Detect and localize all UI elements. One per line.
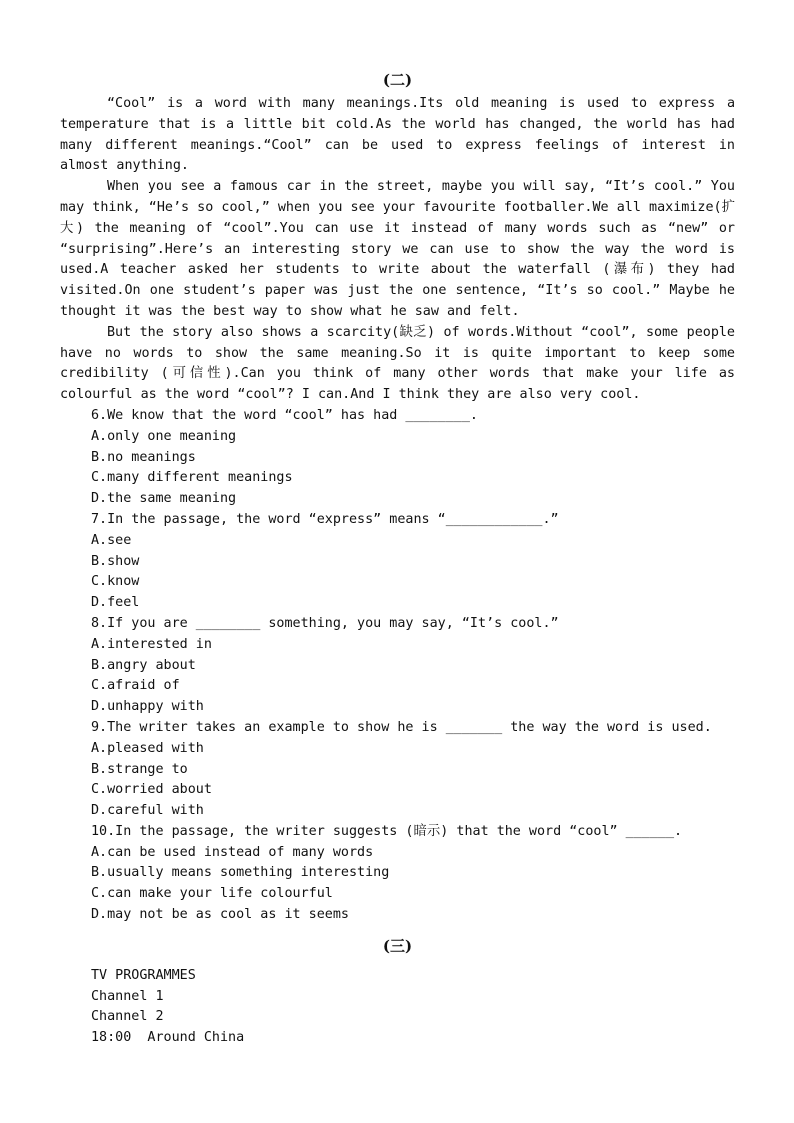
option-d: D.the same meaning bbox=[91, 491, 237, 507]
question-stem: 9.The writer takes an example to show he is _______ the way the word is used. bbox=[91, 719, 712, 735]
option-c: C.can make your life colourful bbox=[91, 886, 333, 902]
option-b: B.show bbox=[91, 553, 140, 569]
passage bbox=[60, 94, 735, 406]
tv-programmes bbox=[60, 966, 735, 1049]
question-stem: 8.If you are ________ something, you may say, “It’s cool.” bbox=[91, 615, 559, 631]
option-a: A.can be used instead of many words bbox=[91, 844, 374, 860]
option-c: C.know bbox=[91, 574, 140, 590]
tv-programme-entry: 18:00 Around China bbox=[91, 1030, 245, 1046]
question-9 bbox=[91, 718, 735, 822]
option-b: B.no meanings bbox=[91, 449, 196, 465]
questions bbox=[60, 406, 735, 926]
tv-heading: TV PROGRAMMES bbox=[91, 967, 196, 983]
tv-channel-1: Channel 1 bbox=[91, 988, 164, 1004]
option-b: B.usually means something interesting bbox=[91, 865, 390, 881]
option-d: D.unhappy with bbox=[91, 699, 204, 715]
option-a: A.pleased with bbox=[91, 740, 204, 756]
tv-channel-2: Channel 2 bbox=[91, 1009, 164, 1025]
option-a: A.see bbox=[91, 532, 132, 548]
passage-paragraph-2: When you see a famous car in the street, maybe you will say, “It’s cool.” You may think, “He’s so cool,” when you see your favourite footballer.We all maximize(扩大) the meaning of “cool”.You can use it instead of many words such as “new” or “surprising”.Here’s an interesting story we can use to show the way the word is used.A teacher asked her students to write about the waterfall (瀑布) they had visited.On one student’s paper was just the one sentence, “It’s so cool.” Maybe he thought it was the best way to show what he saw and felt. bbox=[60, 179, 735, 319]
question-stem: 6.We know that the word “cool” has had ________. bbox=[91, 407, 478, 423]
document-page bbox=[60, 66, 735, 1049]
option-d: D.careful with bbox=[91, 803, 204, 819]
option-c: C.afraid of bbox=[91, 678, 180, 694]
question-stem: 7.In the passage, the word “express” means “____________.” bbox=[91, 511, 559, 527]
question-8 bbox=[91, 614, 735, 718]
option-a: A.interested in bbox=[91, 636, 212, 652]
option-c: C.many different meanings bbox=[91, 470, 293, 486]
option-b: B.strange to bbox=[91, 761, 188, 777]
passage-paragraph-1: “Cool” is a word with many meanings.Its old meaning is used to express a temperature that is a little bit cold.As the world has changed, the world has had many different meanings.“Cool” can be used to express feelings of interest in almost anything. bbox=[60, 96, 735, 174]
option-c: C.worried about bbox=[91, 782, 212, 798]
option-d: D.may not be as cool as it seems bbox=[91, 907, 349, 923]
section-title-3: (三) bbox=[382, 936, 413, 955]
option-d: D.feel bbox=[91, 595, 140, 611]
question-10 bbox=[91, 822, 735, 926]
question-6 bbox=[91, 406, 735, 510]
question-7 bbox=[91, 510, 735, 614]
question-stem: 10.In the passage, the writer suggests (暗示) that the word “cool” ______. bbox=[91, 823, 683, 839]
section-title-2: (二) bbox=[382, 71, 413, 89]
passage-paragraph-3: But the story also shows a scarcity(缺乏) of words.Without “cool”, some people have no words to show the same meaning.So it is quite important to keep some credibility (可信性).Can you think of many other words that make your life as colourful as the word “cool”? I can.And I think they are also very cool. bbox=[60, 324, 735, 403]
option-b: B.angry about bbox=[91, 657, 196, 673]
option-a: A.only one meaning bbox=[91, 428, 237, 444]
